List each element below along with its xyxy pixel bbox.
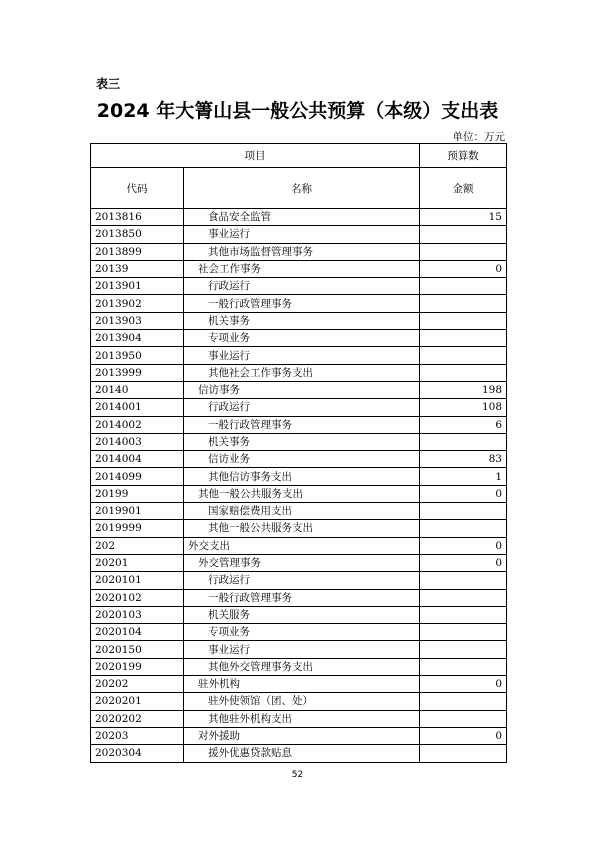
- table-row: [91, 606, 507, 623]
- row-code: 2014003: [91, 433, 184, 450]
- row-code: 20140: [91, 381, 184, 398]
- row-amount: 83: [420, 451, 507, 468]
- row-amount: 0: [420, 537, 507, 554]
- table-row: [91, 520, 507, 537]
- row-name: 其他市场监督管理事务: [184, 243, 420, 260]
- row-amount: [420, 433, 507, 450]
- row-name: 援外优惠贷款贴息: [184, 745, 420, 762]
- table-row: [91, 416, 507, 433]
- row-name: 驻外使领馆（团、处）: [184, 693, 420, 710]
- row-name: 机关服务: [184, 606, 420, 623]
- table-row: [91, 295, 507, 312]
- row-name: 其他驻外机构支出: [184, 710, 420, 727]
- row-code: 2020199: [91, 658, 184, 675]
- row-code: 2020304: [91, 745, 184, 762]
- row-code: 2013902: [91, 295, 184, 312]
- row-name: 其他一般公共服务支出: [184, 485, 420, 502]
- row-name: 机关事务: [184, 433, 420, 450]
- table-row: [91, 676, 507, 693]
- row-code: 2013904: [91, 330, 184, 347]
- table-row: [91, 381, 507, 398]
- row-name: 专项业务: [184, 330, 420, 347]
- row-amount: 0: [420, 554, 507, 571]
- table-row: [91, 658, 507, 675]
- row-code: 20199: [91, 485, 184, 502]
- row-amount: [420, 606, 507, 623]
- row-code: 2020202: [91, 710, 184, 727]
- table-row: [91, 260, 507, 277]
- row-amount: 0: [420, 676, 507, 693]
- row-amount: 6: [420, 416, 507, 433]
- header-amount: 金额: [420, 168, 507, 209]
- table-row: [91, 745, 507, 762]
- row-name: 驻外机构: [184, 676, 420, 693]
- row-amount: [420, 295, 507, 312]
- row-code: 2013950: [91, 347, 184, 364]
- row-code: 2020102: [91, 589, 184, 606]
- row-amount: [420, 658, 507, 675]
- row-code: 2013899: [91, 243, 184, 260]
- table-row: [91, 624, 507, 641]
- table-row: [91, 641, 507, 658]
- table-row: [91, 278, 507, 295]
- row-name: 食品安全监管: [184, 209, 420, 226]
- unit-label: 单位：万元: [452, 131, 505, 143]
- row-code: 2019999: [91, 520, 184, 537]
- row-name: 其他一般公共服务支出: [184, 520, 420, 537]
- row-amount: [420, 312, 507, 329]
- row-code: 20139: [91, 260, 184, 277]
- table-row: [91, 727, 507, 744]
- row-code: 2013903: [91, 312, 184, 329]
- row-name: 外交管理事务: [184, 554, 420, 571]
- row-amount: [420, 572, 507, 589]
- row-code: 2020201: [91, 693, 184, 710]
- row-name: 机关事务: [184, 312, 420, 329]
- header-name: 名称: [184, 168, 420, 209]
- row-amount: 0: [420, 485, 507, 502]
- row-code: 2020104: [91, 624, 184, 641]
- row-amount: [420, 710, 507, 727]
- row-code: 2019901: [91, 503, 184, 520]
- table-row: [91, 693, 507, 710]
- row-code: 2013816: [91, 209, 184, 226]
- row-name: 其他信访事务支出: [184, 468, 420, 485]
- row-name: 其他社会工作事务支出: [184, 364, 420, 381]
- row-amount: [420, 624, 507, 641]
- row-code: 2013850: [91, 226, 184, 243]
- row-amount: [420, 589, 507, 606]
- table-row: [91, 399, 507, 416]
- table-row: [91, 554, 507, 571]
- row-name: 一般行政管理事务: [184, 295, 420, 312]
- table-row: [91, 503, 507, 520]
- row-code: 2013901: [91, 278, 184, 295]
- table-row: [91, 572, 507, 589]
- row-amount: [420, 641, 507, 658]
- row-code: 2014004: [91, 451, 184, 468]
- row-name: 对外援助: [184, 727, 420, 744]
- row-amount: [420, 278, 507, 295]
- row-amount: [420, 693, 507, 710]
- row-code: 2013999: [91, 364, 184, 381]
- row-code: 2020103: [91, 606, 184, 623]
- row-amount: [420, 347, 507, 364]
- row-amount: [420, 243, 507, 260]
- table-row: [91, 451, 507, 468]
- table-label: 表三: [96, 77, 121, 91]
- row-name: 一般行政管理事务: [184, 589, 420, 606]
- row-name: 行政运行: [184, 399, 420, 416]
- row-name: 事业运行: [184, 641, 420, 658]
- row-name: 专项业务: [184, 624, 420, 641]
- row-amount: 198: [420, 381, 507, 398]
- row-amount: [420, 364, 507, 381]
- row-name: 信访业务: [184, 451, 420, 468]
- table-row: [91, 710, 507, 727]
- table-row: [91, 243, 507, 260]
- table-row: [91, 589, 507, 606]
- row-code: 202: [91, 537, 184, 554]
- row-amount: 108: [420, 399, 507, 416]
- row-amount: [420, 330, 507, 347]
- table-row: [91, 312, 507, 329]
- table-row: [91, 433, 507, 450]
- row-name: 一般行政管理事务: [184, 416, 420, 433]
- header-budget: 预算数: [420, 144, 507, 168]
- table-row: [91, 485, 507, 502]
- header-code: 代码: [91, 168, 184, 209]
- row-code: 20201: [91, 554, 184, 571]
- table-row: [91, 226, 507, 243]
- row-code: 2020101: [91, 572, 184, 589]
- table-body: [91, 209, 507, 763]
- row-amount: 15: [420, 209, 507, 226]
- row-name: 其他外交管理事务支出: [184, 658, 420, 675]
- table-row: [91, 347, 507, 364]
- header-project: 项目: [91, 144, 420, 168]
- row-amount: [420, 520, 507, 537]
- row-code: 20202: [91, 676, 184, 693]
- row-amount: [420, 226, 507, 243]
- row-code: 2014001: [91, 399, 184, 416]
- table-row: [91, 209, 507, 226]
- row-amount: 0: [420, 727, 507, 744]
- page-title: 2024 年大箐山县一般公共预算（本级）支出表: [96, 100, 499, 122]
- row-name: 事业运行: [184, 226, 420, 243]
- row-name: 信访事务: [184, 381, 420, 398]
- row-name: 事业运行: [184, 347, 420, 364]
- row-amount: 0: [420, 260, 507, 277]
- row-code: 2014099: [91, 468, 184, 485]
- row-code: 20203: [91, 727, 184, 744]
- row-amount: [420, 745, 507, 762]
- table-row: [91, 330, 507, 347]
- row-name: 行政运行: [184, 278, 420, 295]
- row-name: 外交支出: [184, 537, 420, 554]
- budget-table: [90, 143, 507, 763]
- row-code: 2020150: [91, 641, 184, 658]
- row-amount: 1: [420, 468, 507, 485]
- row-name: 社会工作事务: [184, 260, 420, 277]
- page-number: 52: [291, 770, 304, 780]
- row-amount: [420, 503, 507, 520]
- table-row: [91, 468, 507, 485]
- row-name: 行政运行: [184, 572, 420, 589]
- table-row: [91, 364, 507, 381]
- table-row: [91, 537, 507, 554]
- row-name: 国家赔偿费用支出: [184, 503, 420, 520]
- row-code: 2014002: [91, 416, 184, 433]
